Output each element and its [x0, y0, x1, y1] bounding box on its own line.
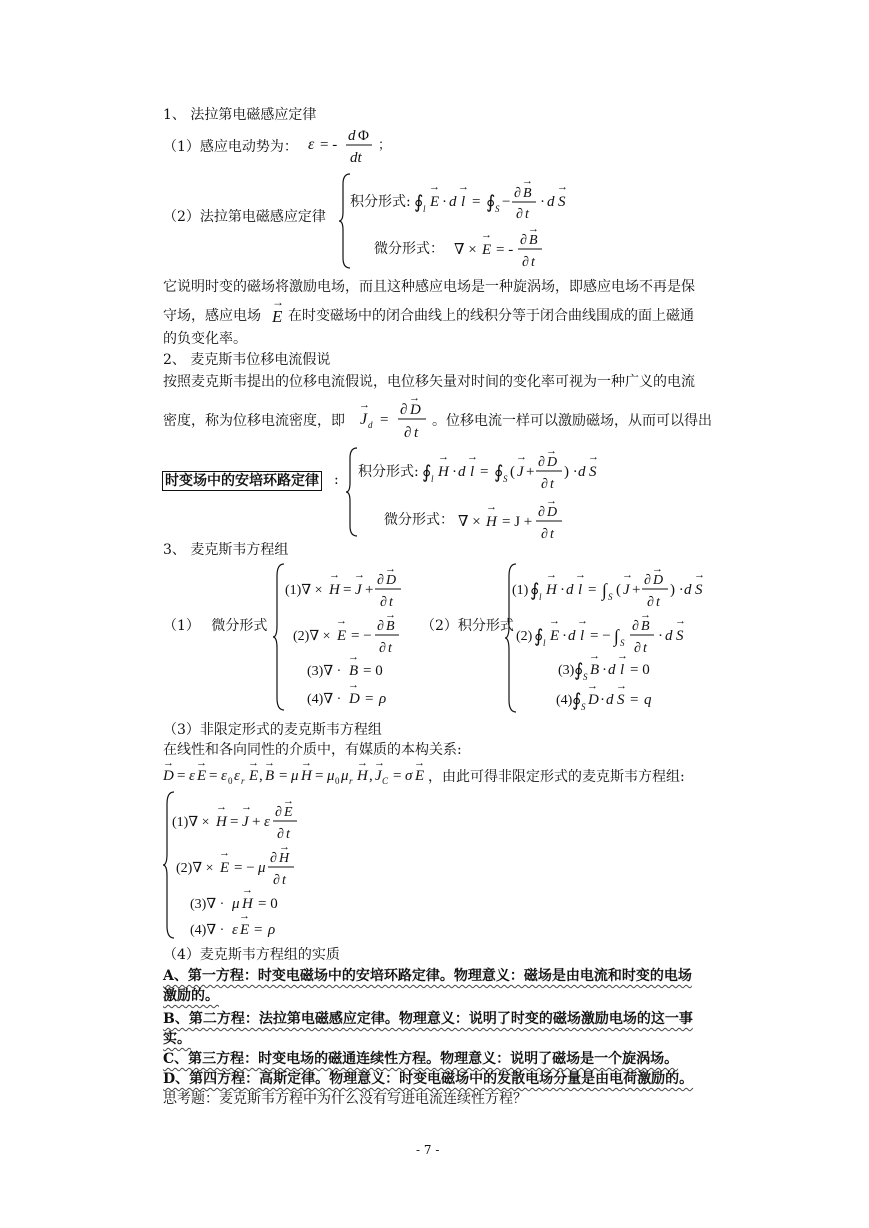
svg-text:E: E [550, 628, 560, 644]
svg-text:→: → [640, 609, 651, 621]
svg-text:→: → [467, 451, 478, 463]
emf-formula [302, 124, 392, 172]
svg-text:=: = [177, 768, 186, 784]
svg-text:→: → [458, 181, 469, 193]
svg-text:∂: ∂ [377, 573, 384, 588]
svg-text:(4): (4) [556, 693, 573, 708]
svg-text:(2): (2) [516, 629, 533, 644]
svg-text:∂: ∂ [538, 505, 545, 520]
svg-text:∂: ∂ [404, 425, 412, 441]
brace [338, 172, 352, 270]
vector-E [270, 294, 290, 328]
svg-text:J: J [623, 582, 630, 598]
svg-text:=: = [254, 922, 263, 938]
svg-text:·: · [658, 628, 663, 644]
section-3-heading: 3、 麦克斯韦方程组 [163, 542, 289, 558]
faraday-paragraph-line2a: 守场，感应电场 [163, 308, 261, 324]
svg-text:E: E [284, 805, 293, 820]
svg-text:(1)∇ ×: (1)∇ × [172, 815, 210, 830]
ampere-integral-formula [422, 445, 599, 496]
svg-text:；: ； [378, 137, 392, 152]
svg-text:ε: ε [264, 814, 270, 830]
svg-text:→: → [577, 615, 588, 627]
svg-text:ε: ε [234, 768, 240, 784]
svg-text:t: t [389, 595, 393, 610]
svg-text:E: E [197, 768, 207, 784]
faraday-integral-label: 积分形式: [350, 194, 411, 210]
svg-text:∂: ∂ [379, 641, 386, 656]
svg-text:t: t [525, 207, 529, 222]
svg-text:→: → [329, 569, 340, 581]
svg-text:= -: = - [320, 137, 338, 153]
svg-text:d: d [568, 628, 576, 644]
svg-text:H: H [486, 514, 497, 530]
svg-text:d: d [608, 662, 616, 678]
svg-text:q: q [644, 692, 652, 708]
faraday-paragraph-line1: 它说明时变的磁场将激励电场，而且这种感应电场是一种旋涡场，即感应电场不再是保 [163, 279, 695, 295]
equation-A-line1: A、第一方程：时变电磁场中的安培环路定律。物理意义：磁场是由电流和时变的电场 [163, 968, 692, 984]
svg-text:·: · [560, 582, 565, 598]
svg-text:S: S [558, 194, 566, 210]
essence-heading: （4）麦克斯韦方程组的实质 [163, 947, 340, 963]
svg-text:J: J [360, 411, 368, 428]
svg-text:→: → [219, 847, 230, 859]
svg-text:=: = [279, 768, 288, 784]
svg-text:∮: ∮ [494, 462, 504, 482]
equation-B-line1: B、第二方程：法拉第电磁感应定律。物理意义：说明了时变的磁场激励电场的这一事 [163, 1011, 693, 1027]
svg-text:∮: ∮ [422, 462, 432, 482]
svg-text:D: D [410, 402, 421, 418]
svg-text:S: S [620, 638, 625, 648]
svg-text:B: B [386, 619, 395, 634]
maxwell-differential-equations [285, 562, 415, 712]
svg-text:→: → [588, 451, 599, 463]
svg-text:∂: ∂ [520, 233, 527, 248]
svg-text:→: → [374, 757, 385, 769]
svg-text:D: D [588, 692, 599, 708]
svg-text:→: → [385, 563, 396, 575]
svg-text:d: d [566, 582, 574, 598]
svg-text:d: d [665, 628, 673, 644]
svg-text:·: · [562, 628, 567, 644]
svg-text:= −: = − [234, 860, 255, 876]
svg-text:l: l [423, 204, 426, 214]
svg-text:→: → [575, 569, 586, 581]
svg-text:ε: ε [232, 922, 238, 938]
displacement-paragraph-line2b: 。位移电流一样可以激励磁场，从而可以得出 [432, 413, 712, 429]
svg-text:(4)∇ ·: (4)∇ · [307, 692, 342, 707]
svg-text:∮: ∮ [414, 192, 424, 212]
svg-text:H: H [242, 896, 253, 912]
svg-text:(: ( [616, 582, 621, 598]
svg-text:μ: μ [327, 768, 335, 784]
svg-text:D: D [653, 573, 664, 588]
svg-text:(4)∇ ·: (4)∇ · [190, 923, 225, 938]
svg-text:→: → [522, 175, 533, 187]
svg-text:H: H [546, 582, 557, 598]
maxwell-integral-equations [512, 562, 705, 714]
svg-text:B: B [349, 663, 359, 679]
svg-text:∂: ∂ [275, 805, 282, 820]
svg-text:ρ: ρ [268, 922, 276, 938]
svg-text:S: S [676, 628, 684, 644]
svg-text:l: l [620, 662, 625, 678]
faraday-law-label: （2）法拉第电磁感应定律 [163, 209, 326, 225]
svg-text:=: = [230, 814, 239, 830]
svg-text:∂: ∂ [270, 851, 277, 866]
svg-text:=: = [588, 582, 597, 598]
svg-text:S: S [608, 592, 613, 602]
faraday-paragraph-line2b: 在时变磁场中的闭合曲线上的线积分等于闭合曲线围成的面上磁通 [288, 308, 694, 324]
svg-text:E: E [482, 242, 492, 258]
svg-text:→: → [414, 757, 425, 769]
svg-text:t: t [388, 641, 392, 656]
svg-text:→: → [283, 795, 294, 807]
svg-text:→: → [248, 757, 259, 769]
svg-text:∂: ∂ [538, 455, 545, 470]
svg-text:E: E [220, 860, 230, 876]
svg-text:→: → [617, 650, 628, 662]
svg-text:=: = [472, 194, 481, 210]
faraday-paragraph-line3: 的负变化率。 [163, 331, 247, 347]
svg-text:+: + [632, 582, 641, 598]
svg-text:E: E [337, 628, 347, 644]
svg-text:μ: μ [232, 896, 240, 912]
unbounded-form-heading: （3）非限定形式的麦克斯韦方程组 [163, 722, 382, 738]
svg-text:ε: ε [189, 768, 195, 784]
svg-text:S: S [617, 692, 625, 708]
svg-text:∮: ∮ [572, 690, 582, 710]
svg-text:J: J [355, 582, 362, 598]
svg-text:S: S [495, 204, 500, 214]
svg-text:D: D [349, 691, 360, 707]
svg-text:J: J [242, 814, 249, 830]
svg-text:E: E [272, 307, 283, 326]
svg-text:∂: ∂ [400, 402, 408, 418]
svg-text:E: E [430, 194, 440, 210]
svg-text:∂: ∂ [380, 595, 387, 610]
svg-text:·: · [442, 194, 447, 210]
faraday-differential-label: 微分形式： [374, 241, 444, 257]
svg-text:∂: ∂ [516, 207, 523, 222]
svg-text:E: E [249, 768, 259, 784]
svg-text:→: → [616, 680, 627, 692]
section-2-heading: 2、 麦克斯韦位移电流假说 [163, 352, 331, 368]
svg-text:→: → [242, 884, 253, 896]
svg-text:l: l [580, 628, 585, 644]
svg-text:→: → [279, 841, 290, 853]
svg-text:= 0: = 0 [258, 896, 278, 912]
svg-text:→: → [354, 569, 365, 581]
svg-text:→: → [589, 650, 600, 662]
svg-text:(2)∇ ×: (2)∇ × [293, 629, 331, 644]
svg-text:= J +: = J + [502, 514, 533, 530]
svg-text:(1): (1) [512, 583, 529, 598]
svg-text:t: t [531, 255, 535, 270]
svg-text:→: → [486, 501, 497, 513]
svg-text:= 0: = 0 [630, 662, 650, 678]
svg-text:→: → [241, 801, 252, 813]
svg-text:,: , [259, 768, 263, 784]
svg-text:→: → [675, 615, 686, 627]
svg-text:(3): (3) [558, 663, 575, 678]
svg-text:=: = [630, 692, 639, 708]
svg-text:→: → [348, 651, 359, 663]
svg-text:r: r [241, 776, 245, 786]
constitutive-tail: ，由此可得非限定形式的麦克斯韦方程组: [428, 769, 685, 785]
svg-text:B: B [265, 768, 275, 784]
svg-text:→: → [546, 569, 557, 581]
svg-text:→: → [587, 680, 598, 692]
svg-text:=: = [393, 768, 402, 784]
svg-text:μ: μ [258, 860, 266, 876]
svg-text:∫: ∫ [602, 580, 607, 600]
svg-text:→: → [336, 615, 347, 627]
svg-text:r: r [349, 776, 353, 786]
ampere-law-label: 时变场中的安培环路定律 [162, 471, 322, 491]
svg-text:∂: ∂ [632, 619, 639, 634]
svg-text:B: B [529, 233, 538, 248]
svg-text:Φ: Φ [358, 128, 369, 144]
svg-text:0: 0 [228, 776, 233, 786]
svg-text:H: H [438, 464, 449, 480]
svg-text:μ: μ [291, 768, 299, 784]
svg-text:∂: ∂ [273, 873, 280, 888]
svg-text:→: → [438, 451, 449, 463]
svg-text:+: + [252, 814, 261, 830]
svg-text:S: S [583, 672, 588, 682]
svg-text:∮: ∮ [574, 660, 584, 680]
svg-text:→: → [546, 445, 557, 457]
svg-text:C: C [382, 776, 389, 786]
svg-text:(: ( [510, 464, 515, 480]
svg-text:→: → [348, 679, 359, 691]
equation-D-line: D、第四方程：高斯定律。物理意义：时变电磁场中的发散电场分量是由电荷激励的。 [163, 1071, 694, 1087]
svg-text:→: → [622, 569, 633, 581]
svg-text:D: D [386, 573, 397, 588]
svg-text:t: t [550, 477, 554, 492]
svg-text:l: l [578, 582, 583, 598]
svg-text:J: J [517, 464, 524, 480]
svg-text:l: l [543, 638, 546, 648]
svg-text:l: l [461, 194, 466, 210]
svg-text:,: , [369, 768, 373, 784]
svg-text:= −: = − [590, 628, 611, 644]
svg-text:→: → [264, 757, 275, 769]
svg-text:D: D [163, 768, 174, 784]
svg-text:dt: dt [350, 150, 362, 166]
svg-text:l: l [539, 592, 542, 602]
svg-text:∮: ∮ [486, 192, 496, 212]
svg-text:→: → [429, 181, 440, 193]
svg-text:∂: ∂ [541, 477, 548, 492]
svg-text:+: + [365, 582, 374, 598]
svg-text:→: → [301, 757, 312, 769]
svg-text:∂: ∂ [541, 527, 548, 542]
colon: : [334, 472, 339, 488]
svg-text:→: → [481, 229, 492, 241]
svg-text:S: S [695, 582, 703, 598]
svg-text:μ: μ [341, 768, 349, 784]
svg-text:→: → [357, 757, 368, 769]
svg-text:→: → [196, 757, 207, 769]
svg-text:) ·: ) · [670, 582, 684, 598]
page-number: - 7 - [416, 1143, 440, 1157]
svg-text:d: d [368, 420, 373, 430]
svg-text:E: E [415, 768, 425, 784]
svg-text:d: d [578, 464, 586, 480]
svg-text:→: → [652, 563, 663, 575]
svg-text:S: S [581, 702, 586, 712]
svg-text:∂: ∂ [277, 827, 284, 842]
svg-text:d: d [606, 692, 614, 708]
svg-text:S: S [503, 474, 508, 484]
svg-text:∂: ∂ [514, 186, 521, 201]
svg-text:→: → [216, 801, 227, 813]
svg-text:B: B [641, 619, 650, 634]
svg-text:d: d [458, 464, 466, 480]
svg-text:∇ ×: ∇ × [458, 514, 481, 530]
equation-B-line2: 实。 [163, 1031, 191, 1047]
svg-text:t: t [286, 827, 290, 842]
svg-text:) ·: ) · [564, 464, 578, 480]
svg-text:∇ ×: ∇ × [454, 242, 477, 258]
svg-text:t: t [656, 595, 660, 610]
constitutive-intro: 在线性和各向同性的介质中，有媒质的本构关系: [163, 742, 462, 758]
svg-text:t: t [643, 641, 647, 656]
svg-text:B: B [590, 662, 600, 678]
svg-text:→: → [409, 392, 420, 404]
svg-text:ε: ε [308, 136, 315, 153]
svg-text:→: → [528, 223, 539, 235]
svg-text:∂: ∂ [644, 573, 651, 588]
svg-text:→: → [557, 181, 568, 193]
emf-label: （1）感应电动势为： [163, 139, 298, 155]
displacement-paragraph-line2a: 密度，称为位移电流密度，即 [163, 413, 345, 429]
svg-text:=: = [343, 582, 352, 598]
svg-text:(3)∇ ·: (3)∇ · [190, 897, 225, 912]
svg-text:(3)∇ ·: (3)∇ · [307, 664, 342, 679]
svg-text:ε: ε [221, 768, 227, 784]
svg-text:·: · [600, 692, 605, 708]
svg-text:=: = [365, 691, 374, 707]
svg-text:σ: σ [405, 768, 413, 784]
svg-text:→: → [359, 399, 370, 411]
svg-text:D: D [547, 505, 558, 520]
svg-text:·: · [602, 662, 607, 678]
svg-text:→: → [272, 295, 284, 309]
svg-text:d: d [348, 128, 356, 144]
svg-text:l: l [470, 464, 475, 480]
svg-text:→: → [239, 910, 250, 922]
svg-text:d: d [547, 194, 555, 210]
thinking-question: 思考题：麦克斯韦方程中为什么没有写进电流连续性方程？ [163, 1091, 527, 1107]
svg-text:→: → [549, 615, 560, 627]
svg-text:t: t [282, 873, 286, 888]
svg-text:(1)∇ ×: (1)∇ × [285, 583, 323, 598]
svg-text:∂: ∂ [522, 255, 529, 270]
svg-text:H: H [216, 814, 227, 830]
svg-text:t: t [414, 425, 419, 441]
svg-text:B: B [523, 186, 532, 201]
maxwell-integral-label: （2）积分形式 [421, 618, 514, 634]
ampere-differential-formula [458, 496, 568, 542]
svg-text:= -: = - [496, 242, 514, 258]
svg-text:=: = [380, 412, 389, 428]
svg-text:∂: ∂ [647, 595, 654, 610]
svg-text:=: = [315, 768, 324, 784]
svg-text:d: d [449, 194, 457, 210]
svg-text:ρ: ρ [379, 691, 387, 707]
displacement-paragraph-line1: 按照麦克斯韦提出的位移电流假说，电位移矢量对时间的变化率可视为一种广义的电流 [163, 374, 695, 390]
ampere-integral-label: 积分形式: [358, 464, 419, 480]
svg-text:l: l [431, 474, 434, 484]
svg-text:→: → [163, 757, 174, 769]
svg-text:0: 0 [335, 776, 340, 786]
svg-text:t: t [550, 527, 554, 542]
svg-text:·: · [540, 194, 545, 210]
svg-text:E: E [240, 922, 250, 938]
svg-text:D: D [547, 455, 558, 470]
svg-text:= 0: = 0 [363, 663, 383, 679]
svg-text:∮: ∮ [534, 626, 544, 646]
svg-text:+: + [526, 464, 535, 480]
svg-text:→: → [694, 569, 705, 581]
svg-text:J: J [375, 768, 382, 784]
svg-text:→: → [516, 451, 527, 463]
equation-A-line2: 激励的。 [163, 988, 219, 1004]
svg-text:H: H [279, 851, 290, 866]
svg-text:∮: ∮ [530, 580, 540, 600]
section-1-heading: 1、 法拉第电磁感应定律 [163, 107, 317, 123]
ampere-differential-label: 微分形式： [384, 512, 454, 528]
svg-text:H: H [301, 768, 312, 784]
faraday-differential-formula [454, 224, 564, 270]
svg-text:=: = [209, 768, 218, 784]
svg-text:−: − [502, 194, 511, 210]
equation-C-line: C、第三方程：时变电场的磁通连续性方程。物理意义：说明了磁场是一个旋涡场。 [163, 1051, 679, 1067]
svg-text:d: d [684, 582, 692, 598]
svg-text:=: = [480, 464, 489, 480]
brace [345, 446, 359, 538]
maxwell-differential-label: （1） 微分形式 [163, 618, 268, 634]
svg-text:→: → [546, 495, 557, 507]
brace [272, 562, 286, 712]
svg-text:∂: ∂ [377, 619, 384, 634]
svg-text:H: H [329, 582, 340, 598]
svg-text:∂: ∂ [634, 641, 641, 656]
svg-text:= −: = − [351, 628, 372, 644]
svg-text:·: · [452, 464, 457, 480]
svg-text:∫: ∫ [614, 626, 619, 646]
faraday-integral-formula [414, 176, 574, 226]
svg-text:(2)∇ ×: (2)∇ × [176, 861, 214, 876]
unbounded-maxwell-equations [172, 790, 312, 940]
svg-text:S: S [589, 464, 597, 480]
svg-text:H: H [357, 768, 368, 784]
svg-text:→: → [385, 609, 396, 621]
